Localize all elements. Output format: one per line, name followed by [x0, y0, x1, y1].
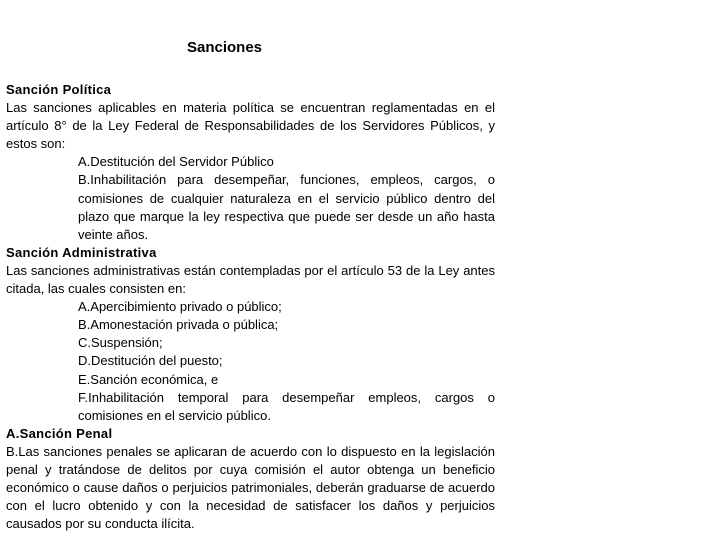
section-heading-penal: A.Sanción Penal	[6, 425, 113, 441]
page-title: Sanciones	[187, 39, 263, 56]
list-item: A.Apercibimiento privado o público;	[78, 299, 282, 315]
list-item: B.Inhabilitación para desempeñar, funciones, empleos, cargos, o comisiones de cualquier naturaleza en el servicio público dentro del plazo que marque la ley respectiva que puede ser desde un año hasta veinte años.	[78, 172, 495, 242]
section-heading-administrativa: Sanción Administrativa	[6, 244, 157, 260]
list-item: A.Destitución del Servidor Público	[78, 154, 274, 170]
paragraph-penal-body: B.Las sanciones penales se aplicaran de acuerdo con lo dispuesto en la legislación penal y tratándose de delitos por cuya comisión el autor obtenga un beneficio económico o cause daños o perjuicios patrimoniales, deberán graduarse de acuerdo con el lucro obtenido y con la necesidad de satisfacer los daños y perjuicios causados por su conducta ilícita.	[6, 443, 495, 532]
paragraph-administrativa-intro: Las sanciones administrativas están contempladas por el artículo 53 de la Ley antes citada, las cuales consisten en:	[6, 262, 495, 297]
section-heading-politica: Sanción Política	[6, 82, 112, 97]
document-body	[6, 81, 495, 533]
list-item: C.Suspensión;	[78, 335, 163, 351]
list-item: E.Sanción económica, e	[78, 371, 219, 387]
list-item: F.Inhabilitación temporal para desempeñar empleos, cargos o comisiones en el servicio público.	[78, 389, 495, 423]
list-item: B.Amonestación privada o pública;	[78, 317, 279, 333]
list-item: D.Destitución del puesto;	[78, 353, 223, 369]
paragraph-politica-intro: Las sanciones aplicables en materia política se encuentran reglamentadas en el artículo 8° de la Ley Federal de Responsabilidades de los Servidores Públicos, y estos son:	[6, 100, 495, 152]
